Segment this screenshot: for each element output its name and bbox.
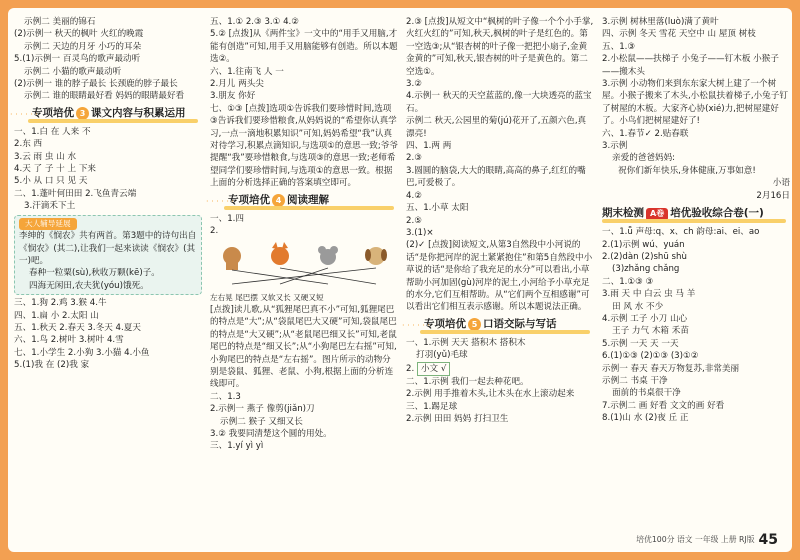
answer-line: 3.云 雨 虫 山 水 (14, 151, 77, 162)
answer-line: 6.(1)①③ (2)①③ (3)①② (602, 351, 699, 362)
answer-line: 五、1.小草 太阳 (406, 203, 469, 214)
answer-line: 五、1.① 2.③ 3.① 4.② (210, 17, 299, 27)
answer-line: 2.⑤ (406, 215, 422, 226)
answer-line: 7.示例二 画 好看 文文的画 好看 (602, 400, 725, 411)
answer-line: 三、1.yí yì yì (210, 441, 264, 452)
answer-line: 2.小松鼠——扶梯子 小兔子——钉木板 小猴子——搬木头 (602, 54, 779, 77)
answer-line: 示例二 书桌 干净 (602, 375, 668, 386)
answer-line: 3.② 我要同清楚这个圆的用处。 (210, 428, 332, 439)
answer-line: 七、1.小学生 2.小狗 3.小猫 4.小鱼 (14, 347, 150, 358)
answer-line: 二、1.3 (210, 391, 241, 402)
answer-line: 4.示例 工子 小刀 山心 (602, 313, 688, 324)
tutor-box-title: 大人辅导延展 (19, 218, 77, 230)
answer-page (8, 8, 792, 552)
answer-line: 六、1.春节✓ 2.贴春联 (602, 128, 689, 139)
answer-line: 四、示例 冬天 雪花 天空中 山 屋顶 树枝 (602, 29, 756, 40)
signature-name: 小语 (772, 178, 790, 189)
answer-line: 面前的书桌很干净 (612, 388, 681, 399)
column-1 (14, 16, 202, 372)
answer-line: 二、1.①③ ③ (602, 276, 654, 287)
answer-line: (2)示例一 秋天的枫叶 火红的晚霞 (14, 29, 144, 40)
answer-line: 亲爱的爸爸妈妈: (612, 153, 676, 164)
exam-header (602, 206, 790, 223)
answer-line: 五、1.③ (602, 41, 636, 52)
answer-line: 王子 力气 木箱 禾苗 (612, 326, 689, 337)
answer-line: 示例二 秋天,公园里的菊(jú)花开了,五颜六色,真漂亮! (406, 116, 587, 139)
answer-line: 三、1.踢足球 (406, 401, 458, 412)
section-header: · · · 专项培优 4 阅读理解 (210, 193, 398, 210)
answer-line: 2.月儿 两头尖 (210, 79, 264, 90)
answer-line: 七、①③ [点拨]选项①告诉我们要珍惜时间,选项③告诉我们要珍惜粮食,从妈妈说的“希望你认真学习,一点一滴地积累知识”可知,妈妈希望“我”认真对待学习,积累点滴知识,与选项①的意思一致;爷爷提醒“我”要珍惜粮食,与选项③的意思一致;老师希望同学们要珍惜时间,与选项①的意思一致。根据上面的分析选择正确的答案填空即可。 (210, 103, 398, 189)
answer-line: 2.示例 田田 妈妈 打扫卫生 (406, 414, 509, 425)
mouse-icon (318, 246, 338, 265)
answer-line: 示例二 谁的眼睛最好看 妈妈的眼睛最好看 (24, 91, 185, 102)
answer-line: 示例二 小猫的歌声最动听 (24, 66, 122, 77)
page-number: 45 (758, 532, 778, 548)
exam-tag: A卷 (646, 208, 668, 220)
answer-line: 4.示例一 秋天的天空蓝蓝的,像一大块透亮的蓝宝石。 (406, 91, 592, 114)
answer-line: [点拨]读儿歌,从“狐狸尾巴真不小”可知,狐狸尾巴的特点是“大”;从“袋鼠尾巴大又硬”可知,袋鼠尾巴的特点是“大又硬”;从“老鼠尾巴细又长”可知,老鼠尾巴的特点是“细又长”;从“小狗尾巴左右摇”可知,小狗尾巴的特点是“左右摇”。图片所示的动物分别是袋鼠、狐狸、老鼠、小狗,根据上面的分析连线即可。 (210, 304, 397, 390)
answer-line: 示例二 天边的月牙 小巧的耳朵 (24, 41, 142, 52)
signature-date: 2月16日 (756, 190, 790, 201)
column-4 (602, 16, 790, 425)
answer-line: 四、1.两 两 (406, 141, 452, 152)
fox-icon (271, 242, 289, 265)
answer-line: 5.② [点拨]从《两件宝》一文中的“用手又用脑,才能有创造”可知,用手又用脑能够有创造。所以本题选②。 (210, 29, 398, 65)
answer-line: 2.示例一 燕子 像剪(jiǎn)刀 (210, 404, 315, 415)
answer-line: 四、1.扁 小 2.太阳 山 (14, 310, 99, 321)
kangaroo-icon (223, 247, 241, 270)
section-header: · · · 专项培优 3 课文内容与积累运用 (14, 106, 202, 123)
answer-line: 5.示例 一天 天 一天 (602, 338, 679, 349)
answer-line: 六、1.鸟 2.树叶 3.树叶 4.雪 (14, 335, 124, 346)
section-number: 4 (272, 194, 285, 207)
answer-line: 8.(1)山 水 (2)夜 丘 正 (602, 413, 689, 424)
answer-line: 5.(1)我 在 (2)我 家 (14, 360, 90, 371)
answer-line: 2.(2)dàn (2)shū shù (602, 251, 687, 262)
answer-line: 3.示例 小动物们来到东东家大树上建了一个树屋。小猴子搬来了木头,小松鼠扶着梯子,小兔子钉了树屋的木板。大家齐心协(xié)力,把树屋建好了。小鸟们把树屋建好了! (602, 79, 788, 127)
tutor-box-text: 四海无闲田,农夫犹(yóu)饿死。 (29, 280, 149, 291)
section-number: 5 (468, 318, 481, 331)
answer-line: 打羽(yǔ)毛球 (416, 350, 468, 361)
check-mark-icon: √ (440, 363, 447, 374)
tutor-box (14, 215, 202, 295)
answer-line: 一、1.四 (210, 213, 244, 224)
answer-line: 二、1.蓬叶何田田 2.飞鱼青云端 (14, 188, 137, 199)
answer-line: 5.(1)示例一 百灵鸟的歌声最动听 (14, 54, 141, 65)
answer-line: 示例二 猴子 又细又长 (220, 416, 303, 427)
section-header: · · · 专项培优 5 口语交际与写话 (406, 317, 594, 334)
answer-line: 2.③ (406, 153, 422, 164)
section-title: 阅读理解 (287, 193, 329, 206)
answer-line: 祝你们新年快乐,身体健康,万事如意! (618, 165, 756, 176)
answer-line: 3.② (406, 79, 422, 90)
answer-line: 3.圆圆的脑袋,大大的眼睛,高高的鼻子,红红的嘴巴,可爱极了。 (406, 165, 586, 189)
column-3 (406, 16, 594, 426)
answer-line: 3.朋友 你好 (210, 91, 256, 102)
answer-line: 二、1.示例 我们一起去种花吧。 (406, 376, 529, 387)
footer-text: 培优100分 语文 一年级 上册 RJ版 (636, 535, 755, 544)
choice-box: 小文 √ (417, 362, 450, 376)
answer-line: 3.(1)× (406, 227, 434, 238)
exam-title: 期末检测 (602, 207, 644, 220)
answer-line: 3.雨 天 中 白云 虫 马 羊 (602, 289, 696, 300)
tutor-box-text: 李绅的《悯农》共有两首。第3题中的诗句出自《悯农》(其二),让我们一起来读读《悯农》(其一)吧。 (19, 231, 197, 266)
answer-line: 2.示例 用手推着木头,让木头在水上滚动起来 (406, 389, 575, 400)
answer-line: 3.示例 树林里落(luò)满了黄叶 (602, 17, 719, 27)
answer-line: 田 风 水 不少 (612, 301, 664, 312)
answer-line: 一、1.示例 天天 搭积木 搭积木 (406, 337, 526, 348)
answer-line: 5.小 从 口 只 见 天 (14, 176, 88, 187)
answer-line: (2)✓ [点拨]阅读短文,从第3自然段中小河说的话“是你把河岸的泥土紧紧抱住”和第5自然段中小草说的话“是你给了我充足的水分”可以看出,小草帮助小河加固(gù)河岸的泥土,小河给予小草充足的水分,它们互相帮助。从“它们两个互相感谢”可以看出它们相互表示感谢。所以本题说法正确。 (406, 240, 593, 313)
answer-line: 2.东 西 (14, 139, 43, 150)
answer-line: 4.② (406, 190, 422, 201)
answer-line: 3.汗滴禾下土 (24, 201, 76, 212)
answer-line: 五、1.秋天 2.春天 3.冬天 4.夏天 (14, 322, 141, 333)
tutor-box-text: 春种一粒粟(sù),秋收万颗(kē)子。 (29, 268, 160, 279)
answer-line: 2. (210, 226, 219, 237)
answer-line: 3.示例 (602, 141, 628, 152)
answer-line: 一、1.白 在 人来 不 (14, 126, 91, 137)
answer-line: 2.③ [点拨]从短文中“枫树的叶子像一个个小手掌,火红火红的”可知,秋天,枫树的叶子是红色的。第一空选③;从“银杏树的叶子像一把把小扇子,金黄金黄的”可知,秋天,银杏树的叶子是黄色的。第二空选①。 (406, 17, 594, 77)
animal-matching-illustration (210, 240, 398, 290)
section-number: 3 (76, 107, 89, 120)
section-title: 课文内容与积累运用 (91, 106, 186, 119)
answer-line: 左右晃 尾巴摆 又软又长 又硬又短 (210, 292, 324, 302)
dog-icon (365, 247, 387, 265)
answer-line: 2. 小文 √ (406, 362, 594, 376)
answer-line: 示例二 美丽的锦石 (24, 17, 96, 27)
answer-line: (3)zhǎng chǎng (612, 264, 680, 275)
answer-line: 示例一 春天 春天万物复苏,非常美丽 (602, 363, 740, 374)
column-2 (210, 16, 398, 453)
page-footer (636, 532, 778, 548)
answer-line: 4.天 了 子 十 上 下来 (14, 164, 97, 175)
exam-subtitle: 培优验收综合卷(一) (670, 207, 764, 220)
section-title: 口语交际与写话 (483, 317, 557, 330)
answer-line: 2.(1)示例 wú、yuán (602, 239, 685, 250)
answer-line: 一、1.ǖ 声母:q、x、ch 韵母:ai、ei、ao (602, 227, 760, 238)
answer-line: 三、1.狗 2.鸡 3.猴 4.牛 (14, 298, 107, 309)
answer-line: 六、1.往南飞 人 一 (210, 66, 284, 77)
answer-line: (2)示例一 谁的脖子最长 长颈鹿的脖子最长 (14, 79, 178, 90)
